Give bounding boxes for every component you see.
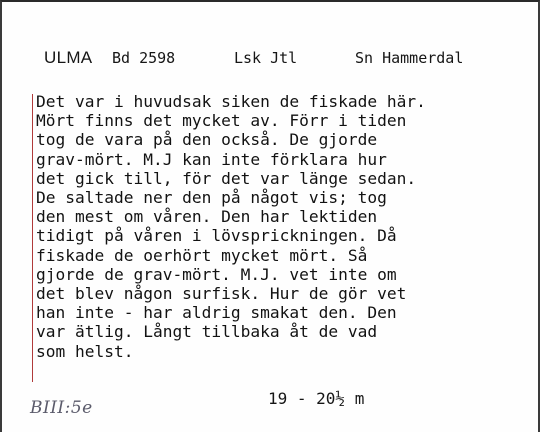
record-number: Bd 2598 — [112, 49, 176, 67]
text-line: gjorde de grav-mört. M.J. vet inte om — [36, 264, 397, 284]
text-line: De saltade ner den på något vis; tog — [36, 188, 387, 208]
margin-rule — [32, 94, 33, 382]
text-line: fiskade de oerhört mycket mört. Så — [36, 245, 368, 265]
text-line: det blev någon surfisk. Hur de gör vet — [36, 284, 407, 304]
place-name: Sn Hammerdal — [355, 49, 464, 67]
text-line: den mest om våren. Den har lektiden — [36, 207, 378, 227]
text-line: Det var i huvudsak siken de fiskade här. — [36, 92, 426, 111]
page-range: 19 - 20½ m — [268, 389, 365, 408]
text-line: han inte - har aldrig smakat den. Den — [36, 303, 397, 323]
text-line: Mört finns det mycket av. Förr i tiden — [36, 111, 407, 131]
text-line: var ätlig. Långt tillbaka åt de vad — [36, 322, 378, 342]
archive-name: ULMA — [44, 48, 93, 67]
text-line: grav-mört. M.J kan inte förklara hur — [36, 149, 387, 169]
handwritten-signum: BIII:5e — [30, 398, 93, 418]
card-body-text — [36, 92, 426, 361]
text-line: tidigt på våren i lövsprickningen. Då — [36, 226, 397, 246]
parish-code: Lsk Jtl — [234, 49, 298, 67]
text-line: som helst. — [36, 341, 134, 361]
text-line: tog de vara på den också. De gjorde — [36, 130, 378, 150]
text-line: det gick till, för det var länge sedan. — [36, 168, 417, 188]
